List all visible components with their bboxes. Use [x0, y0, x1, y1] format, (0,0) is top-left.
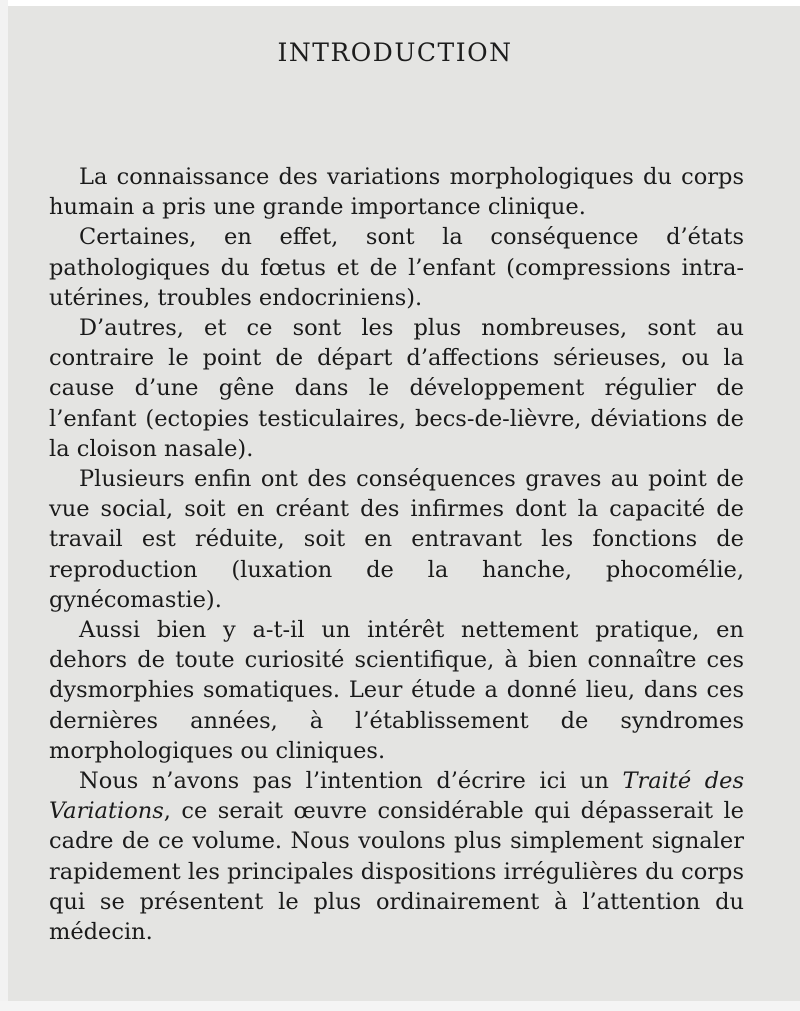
- chapter-title: INTRODUCTION: [277, 38, 513, 67]
- paragraph-1: La connaissance des variations morphologiques du corps humain a pris une grande importance clinique.: [49, 164, 744, 221]
- book-title-italic: Traité des Variations: [49, 768, 744, 825]
- page-edge-top: [0, 0, 800, 6]
- paragraph-6-start: Nous n’avons pas l’intention d’écrire ici un: [79, 768, 623, 795]
- paragraph-3: D’autres, et ce sont les plus nombreuses, sont au contraire le point de départ d’affections sérieuses, ou la cause d’une gêne dans le développement régulier de l’enfant (ectopies testiculaires, becs-de-lièvre, déviations de la cloison nasale).: [49, 315, 744, 462]
- page-edge-left: [0, 0, 8, 1011]
- paragraph-5: Aussi bien y a-t-il un intérêt nettement pratique, en dehors de toute curiosité scientifique, à bien connaître ces dysmorphies somatiques. Leur étude a donné lieu, dans ces dernières années, à l’établissement de syndromes morphologiques ou cliniques.: [49, 617, 744, 764]
- page-edge-bottom: [0, 1001, 800, 1011]
- paragraph-6-end: , ce serait œuvre considérable qui dépasserait le cadre de ce volume. Nous voulons plus simplement signaler rapidement les principales dispositions irrégulières du corps qui se présentent le plus ordinairement à l’attention du médecin.: [49, 798, 744, 946]
- paragraph-6: [49, 766, 744, 947]
- body-text: [49, 162, 744, 947]
- paragraph-4: Plusieurs enfin ont des conséquences graves au point de vue social, soit en créant des infirmes dont la capacité de travail est réduite, soit en entravant les fonctions de reproduction (luxation de la hanche, phocomélie, gynécomastie).: [49, 466, 744, 613]
- paragraph-2: Certaines, en effet, sont la conséquence d’états pathologiques du fœtus et de l’enfant (compressions intra-utérines, troubles endocriniens).: [49, 224, 744, 311]
